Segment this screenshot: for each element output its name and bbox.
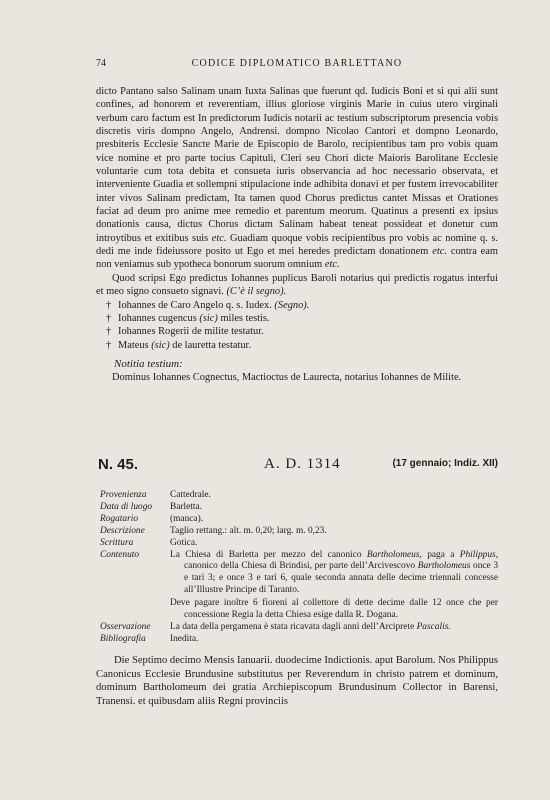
document-metadata xyxy=(100,490,498,646)
signer-text: Iohannes cugencus xyxy=(118,312,197,324)
cross-mark: † xyxy=(106,312,112,324)
meta-label: Bibliografia xyxy=(100,633,146,644)
document-text xyxy=(96,654,498,708)
signer-note: (sic) xyxy=(151,339,170,351)
signer-text: Iohannes Rogerii de milite testatur. xyxy=(118,326,264,338)
contenuto-paragraph xyxy=(170,550,498,598)
signer-text-post: de lauretta testatur. xyxy=(172,339,252,351)
running-title: CODICE DIPLOMATICO BARLETTANO xyxy=(191,58,403,69)
meta-row-data-luogo xyxy=(100,502,498,514)
meta-value: Cattedrale. xyxy=(170,490,211,500)
meta-label: Scrittura xyxy=(100,537,134,548)
person-name: Pascalis. xyxy=(416,621,451,632)
osservazione-text: La data della pergamena è stata ricavata dagli anni dell’Arciprete xyxy=(170,621,415,632)
cross-mark: † xyxy=(106,326,112,338)
charter-text-cont: Guadiam quoque vobis recipientibus pro vobis ac nomine q. s. dedi me inde fideiussore posito ut Ego et mei heredes predictam donationem xyxy=(96,232,498,258)
notary-text: Quod scripsi Ego predictus Iohannes puplicus Baroli notarius qui predictis rogatus interfui et meo signo consueto signavi. xyxy=(96,272,498,298)
meta-value: Taglio rettang.: alt. m. 0,20; larg. m. 0,23. xyxy=(170,525,327,536)
signer-text: Iohannes de Caro Angelo q. s. Iudex. xyxy=(118,299,272,311)
meta-row-provenienza xyxy=(100,490,498,502)
contenuto-text: canonico della Chiesa di Brindisi, per parte dell’Arcivescovo xyxy=(184,561,416,572)
signer-item xyxy=(106,325,498,338)
signer-note: (Segno). xyxy=(274,299,310,311)
document-year: A. D. 1314 xyxy=(264,456,341,472)
meta-label: Descrizione xyxy=(100,525,145,536)
meta-value: Barletta. xyxy=(170,501,203,512)
person-name: Philippus, xyxy=(459,549,499,560)
notitia-text: Dominus Iohannes Cognectus, Mactioctus de Laurecta, notarius Iohannes de Milite. xyxy=(112,372,462,384)
document-date: (17 gennaio; Indiz. XII) xyxy=(392,458,498,469)
meta-row-osservazione xyxy=(100,622,498,634)
charter-text-cont2: contra eam non veniamus sub ypotheca bonorum suorum omnium xyxy=(96,246,498,271)
meta-value: Gotica. xyxy=(170,537,198,548)
cross-mark: † xyxy=(106,339,112,351)
signer-text: Mateus xyxy=(118,339,149,351)
meta-label: Provenienza xyxy=(100,490,147,500)
meta-row-bibliografia xyxy=(100,634,498,646)
meta-row-scrittura xyxy=(100,538,498,550)
contenuto-text: once 3 e tarì 3; e once 3 e tarì 6, quale seconda annata delle decime triennali concesse all’Illustre Principe di Taranto. xyxy=(184,561,499,596)
previous-document-text xyxy=(96,85,498,385)
notary-paragraph xyxy=(96,272,498,299)
document-number: N. 45. xyxy=(98,456,139,473)
person-name: Bartholomeus, xyxy=(366,549,422,560)
document-paragraph: Die Septimo decimo Mensis Ianuarii. duodecime Indictionis. aput Barolum. Nos Philippus Canonicus Ecclesie Brundusine substitutus per Reverendum in christo patrem et dominum, dominum Bartholomeum dei gratia Archiepiscopum Brundusinum Collector in Barensi, Tranensi. et quibusdam aliis Regni provinciis xyxy=(96,655,498,707)
meta-row-descrizione xyxy=(100,526,498,538)
meta-value: (manca). xyxy=(170,513,204,524)
signer-item xyxy=(106,299,498,312)
meta-label: Contenuto xyxy=(100,549,140,560)
meta-value: Inedita. xyxy=(170,633,199,644)
page-number: 74 xyxy=(96,58,106,69)
document-heading xyxy=(96,456,498,476)
signer-text-post: miles testis. xyxy=(220,312,270,324)
person-name: Bartholomeus xyxy=(417,561,471,572)
signer-item xyxy=(106,339,498,352)
meta-label: Rogatario xyxy=(100,513,139,524)
signer-item xyxy=(106,312,498,325)
contenuto-text: La Chiesa di Barletta per mezzo del canonico xyxy=(170,549,362,560)
etc-abbrev: etc. xyxy=(432,246,447,258)
notary-note: (C’è il segno). xyxy=(226,286,287,298)
charter-paragraph xyxy=(96,85,498,272)
contenuto-paragraph-2: Deve pagare inoltre 6 fioreni al collettore di dette decime dalle 12 once che per concessione Regia la detta Chiesa esige dalla R. Dogana. xyxy=(170,598,498,621)
etc-abbrev: etc. xyxy=(211,232,227,244)
meta-row-rogatario xyxy=(100,514,498,526)
meta-label: Osservazione xyxy=(100,621,151,632)
meta-label: Data di luogo xyxy=(100,501,153,512)
contenuto-text: paga a xyxy=(427,549,455,560)
cross-mark: † xyxy=(106,299,112,311)
signers-list xyxy=(106,299,498,352)
notitia-heading: Notitia testium: xyxy=(114,357,183,370)
charter-text: dicto Pantano salso Salinam unam Iuxta Salinas que fuerunt qd. Iudicis Boni et si qui alii sunt confines, ad honorem et reverentiam, illius gloriose virginis Marie in cuius utero virginali verbum caro factum est In predictorum Iudicis notarii ac testium subscriptorum presencia vobis discretis viris dompno Angelo, Andrensi. dompno Nicolao Cantori et dompno Leonardo, presbiteris Ecclesie Sancte Marie de Episcopio de Barolo, recipientibus tam pro vobis quam vice nomine et pro parte tocius Capituli, Cleri seu Chori dicte Maioris Barolitane Ecclesie voluntarie cum tota debita et consueta iuris observancia ad hoc necessario observata, et interveniente Guadia et sollempni stipulacione inde adhibita donavi et per fustem irrevocabiliter inter vivos Salinam predictam, Ita tamen quod Chorus predictus cantet Missas et Orationes faciat ad deum pro anime mee remedio et parentum meorum. Quatinus a presenti ex ipsius donationis causa, dictus Chorus dictam Salinam habeat teneat possideat et donetur cum introytibus et exitibus suis xyxy=(96,86,498,244)
meta-row-contenuto xyxy=(100,550,498,622)
etc-abbrev: etc. xyxy=(324,259,340,271)
signer-note: (sic) xyxy=(199,312,218,324)
meta-value xyxy=(170,622,498,634)
meta-value xyxy=(170,550,498,622)
